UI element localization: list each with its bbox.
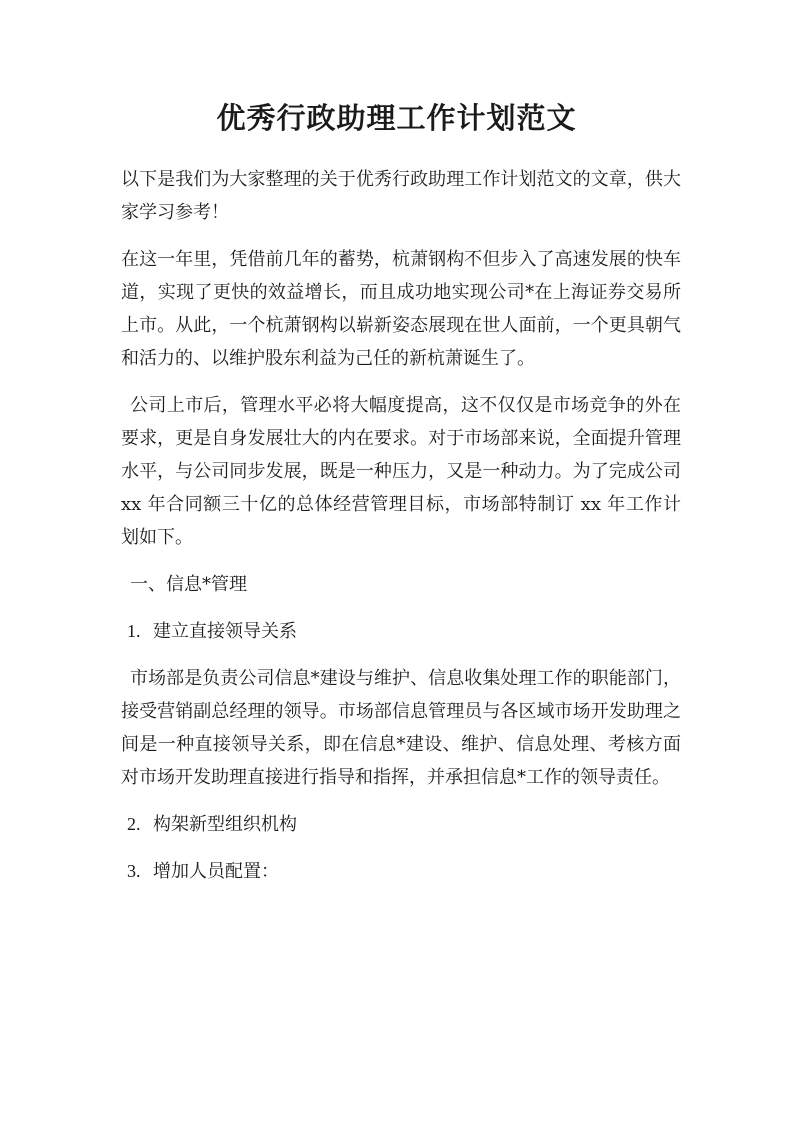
intro-paragraph: 以下是我们为大家整理的关于优秀行政助理工作计划范文的文章，供大家学习参考！ — [121, 169, 681, 223]
list-item-2-text: 构架新型组织机构 — [153, 814, 297, 835]
section-heading-1: 一、信息*管理 — [130, 574, 247, 595]
paragraph-3: 市场部是负责公司信息*建设与维护、信息收集处理工作的职能部门，接受营销副总经理的领导。市场部信息管理员与各区域市场开发助理之间是一种直接领导关系，即在信息*建设、维护、信息处理、考核方面对市场开发助理直接进行指导和指挥，并承担信息*工作的领导责任。 — [121, 668, 681, 788]
list-item-1 — [121, 615, 681, 648]
paragraph-2: 公司上市后，管理水平必将大幅度提高，这不仅仅是市场竞争的外在要求，更是自身发展壮大的内在要求。对于市场部来说，全面提升管理水平，与公司同步发展，既是一种压力，又是一种动力。为了完成公司 xx 年合同额三十亿的总体经营管理目标，市场部特制订 xx 年工作计划如下。 — [121, 395, 681, 548]
list-item-1-number: 1. — [127, 621, 141, 641]
list-item-2-number: 2. — [127, 814, 141, 834]
document-title: 优秀行政助理工作计划范文 — [216, 101, 577, 135]
list-item-1-text: 建立直接领导关系 — [153, 621, 297, 642]
list-item-3-number: 3. — [127, 861, 141, 881]
list-item-3 — [121, 855, 681, 888]
list-item-2 — [121, 808, 681, 841]
paragraph-1: 在这一年里，凭借前几年的蓄势，杭萧钢构不但步入了高速发展的快车道，实现了更快的效益增长，而且成功地实现公司*在上海证券交易所上市。从此，一个杭萧钢构以崭新姿态展现在世人面前，一个更具朝气和活力的、以维护股东利益为己任的新杭萧诞生了。 — [121, 249, 681, 369]
document-body — [121, 163, 681, 902]
list-item-3-text: 增加人员配置： — [153, 861, 279, 882]
